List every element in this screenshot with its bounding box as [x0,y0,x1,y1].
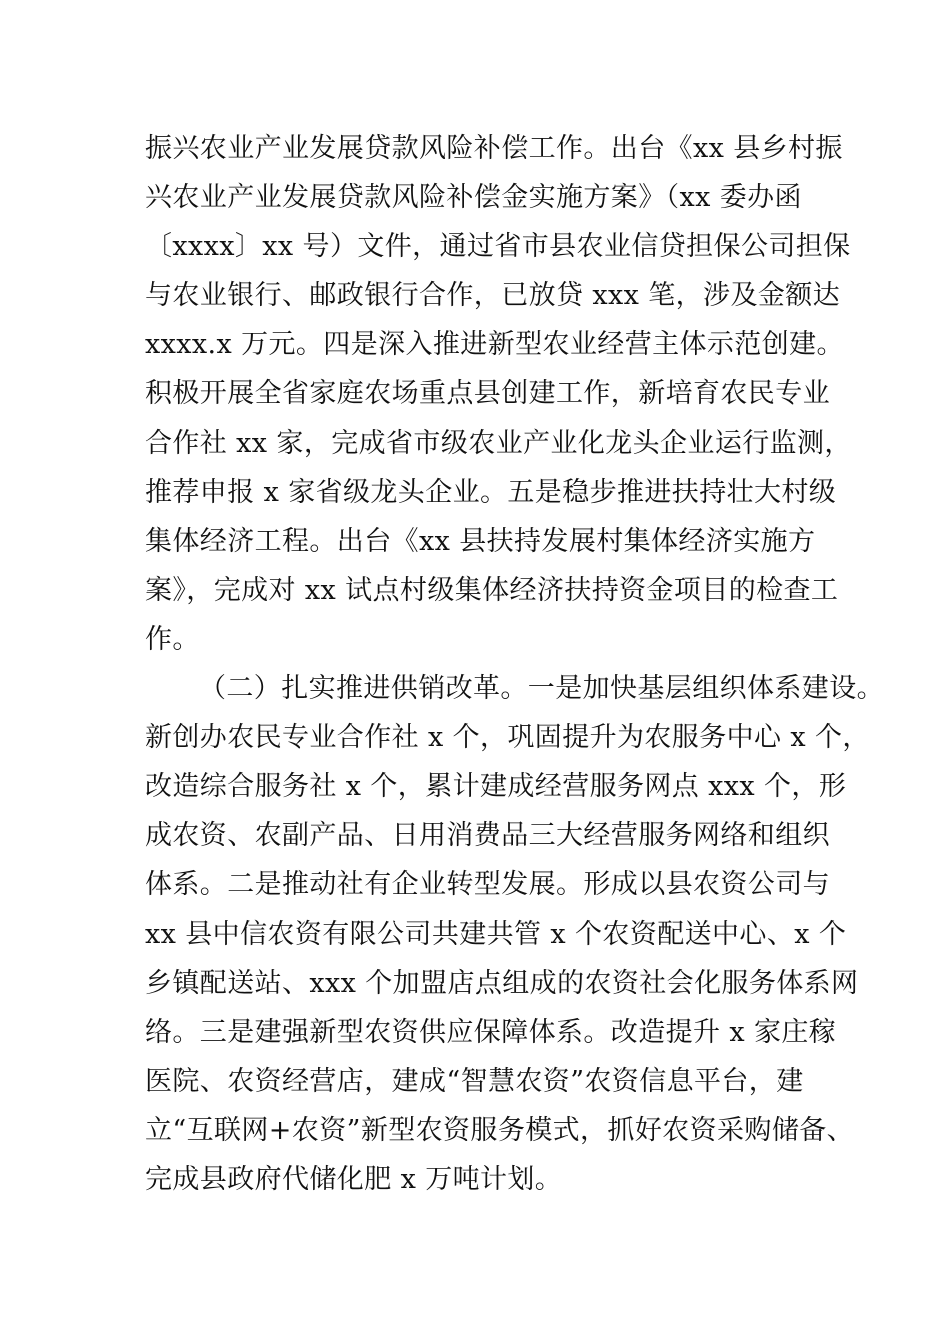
section-heading-line: （二）扎实推进供销改革。一是加快基层组织体系建设。 [199,673,884,705]
text-line: 兴农业产业发展贷款风险补偿金实施方案》（xx 委办函 [145,182,802,214]
text-line: 〔xxxx〕xx 号）文件，通过省市县农业信贷担保公司担保 [145,231,851,263]
text-line: 改造综合服务社 x 个，累计建成经营服务网点 xxx 个，形 [145,771,847,803]
text-line: 合作社 xx 家，完成省市级农业产业化龙头企业运行监测， [145,427,852,459]
text-line: 完成县政府代储化肥 x 万吨计划。 [145,1163,563,1195]
text-line: 推荐申报 x 家省级龙头企业。五是稳步推进扶持壮大村级 [145,476,837,508]
text-line: 络。三是建强新型农资供应保障体系。改造提升 x 家庄稼 [145,1016,837,1048]
text-line: 体系。二是推动社有企业转型发展。形成以县农资公司与 [145,869,830,901]
text-line: 振兴农业产业发展贷款风险补偿工作。出台《xx 县乡村振 [145,133,843,164]
text-line: 新创办农民专业合作社 x 个，巩固提升为农服务中心 x 个， [145,722,870,754]
text-line: 医院、农资经营店，建成“智慧农资”农资信息平台，建 [145,1065,804,1097]
text-line: 集体经济工程。出台《xx 县扶持发展村集体经济实施方 [145,525,816,557]
text-line: 立“互联网+农资”新型农资服务模式，抓好农资采购储备、 [145,1114,855,1146]
text-line: xx 县中信农资有限公司共建共管 x 个农资配送中心、x 个 [145,918,847,950]
text-line: 作。 [145,623,200,655]
text-line: 与农业银行、邮政银行合作，已放贷 xxx 笔，涉及金额达 [145,280,841,312]
text-line: 积极开展全省家庭农场重点县创建工作，新培育农民专业 [145,378,830,410]
text-line: 案》，完成对 xx 试点村级集体经济扶持资金项目的检查工 [145,574,839,606]
text-line: 成农资、农副产品、日用消费品三大经营服务网络和组织 [145,820,830,852]
text-line: 乡镇配送站、xxx 个加盟店点组成的农资社会化服务体系网 [145,967,859,999]
text-line: xxxx.x 万元。四是深入推进新型农业经营主体示范创建。 [145,329,844,361]
document-body [145,124,884,1204]
